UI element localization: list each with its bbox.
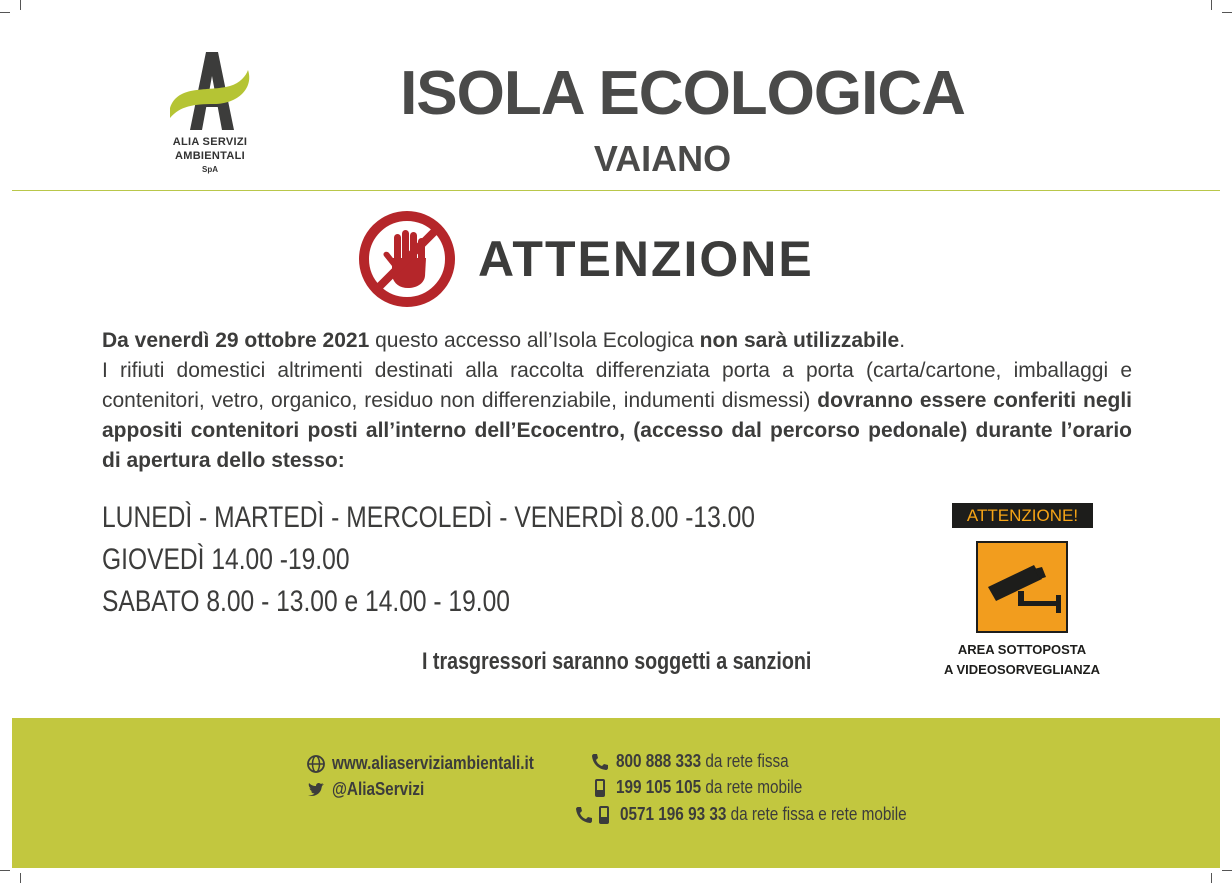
sanctions-note: I trasgressori saranno soggetti a sanzioni	[422, 648, 812, 675]
globe-icon	[306, 754, 326, 774]
crop-mark	[1211, 0, 1212, 10]
notice-date: Da venerdì 29 ottobre 2021	[102, 329, 370, 352]
phone-item[interactable]	[590, 777, 835, 798]
notice-emphasis: non sarà utilizzabile	[699, 329, 900, 352]
crop-mark	[1222, 870, 1232, 871]
phone-label: da rete fissa	[701, 751, 789, 771]
phone-label: da rete mobile	[701, 777, 803, 797]
notice-text: questo accesso all’Isola Ecologica	[369, 329, 700, 352]
alia-logo	[160, 48, 260, 178]
crop-mark	[0, 12, 10, 13]
phone-number: 199 105 105	[616, 777, 702, 797]
attention-heading: ATTENZIONE	[478, 231, 814, 287]
logo-text: AMBIENTALI	[174, 150, 245, 162]
phone-icon	[590, 752, 610, 772]
opening-hours	[102, 497, 755, 623]
hours-line: LUNEDÌ - MARTEDÌ - MERCOLEDÌ - VENERDÌ 8.00 -13.00	[102, 501, 755, 534]
phone-number: 0571 196 93 33	[620, 804, 727, 824]
logo-text: SpA	[202, 165, 218, 174]
twitter-handle: @AliaServizi	[332, 779, 425, 799]
crop-mark	[1222, 12, 1232, 13]
twitter-link[interactable]	[306, 779, 441, 800]
twitter-icon	[306, 780, 326, 800]
phone-item[interactable]	[574, 804, 957, 825]
page-subtitle: VAIANO	[593, 138, 732, 179]
notice-instructions: dovranno essere conferiti negli appositi contenitori posti all’interno dell’Ecocentro, (accesso dal percorso pedonale) durante l’orario di apertura dello stesso:	[102, 389, 1132, 472]
camera-sign	[976, 541, 1068, 633]
website-link[interactable]	[306, 753, 569, 774]
crop-mark	[0, 870, 10, 871]
security-camera-icon	[978, 543, 1066, 631]
phone-label: da rete fissa e rete mobile	[726, 804, 907, 824]
logo-text: ALIA SERVIZI	[172, 136, 248, 148]
hours-line: SABATO 8.00 - 13.00 e 14.00 - 19.00	[102, 585, 511, 618]
hours-line: GIOVEDÌ 14.00 -19.00	[102, 543, 350, 576]
notice-text: .	[899, 329, 906, 352]
phone-number: 800 888 333	[616, 751, 702, 771]
page-title: ISOLA ECOLOGICA	[400, 59, 965, 128]
notice-text: I rifiuti domestici altrimenti destinati alla raccolta differenziata porta a porta (carta/cartone, imballaggi e contenitori, vetro, organico, residuo non differenziabile, indumenti dismessi)	[102, 359, 1132, 412]
website-url: www.aliaserviziambientali.it	[332, 753, 534, 773]
crop-mark	[20, 873, 21, 883]
phone-item[interactable]	[590, 751, 819, 772]
camera-sign-text: A VIDEOSORVEGLIANZA	[943, 662, 1101, 677]
notice-paragraph	[102, 326, 1132, 476]
mobile-phone-icon	[590, 778, 610, 798]
divider	[12, 190, 1220, 191]
crop-mark	[1211, 873, 1212, 883]
alia-logo-icon	[168, 48, 254, 132]
crop-mark	[20, 0, 21, 10]
camera-sign-text: AREA SOTTOPOSTA	[957, 642, 1087, 657]
phone-icon	[574, 805, 594, 825]
camera-warning-badge: ATTENZIONE!	[952, 503, 1093, 528]
stop-hand-icon	[358, 210, 456, 308]
mobile-phone-icon	[594, 805, 614, 825]
